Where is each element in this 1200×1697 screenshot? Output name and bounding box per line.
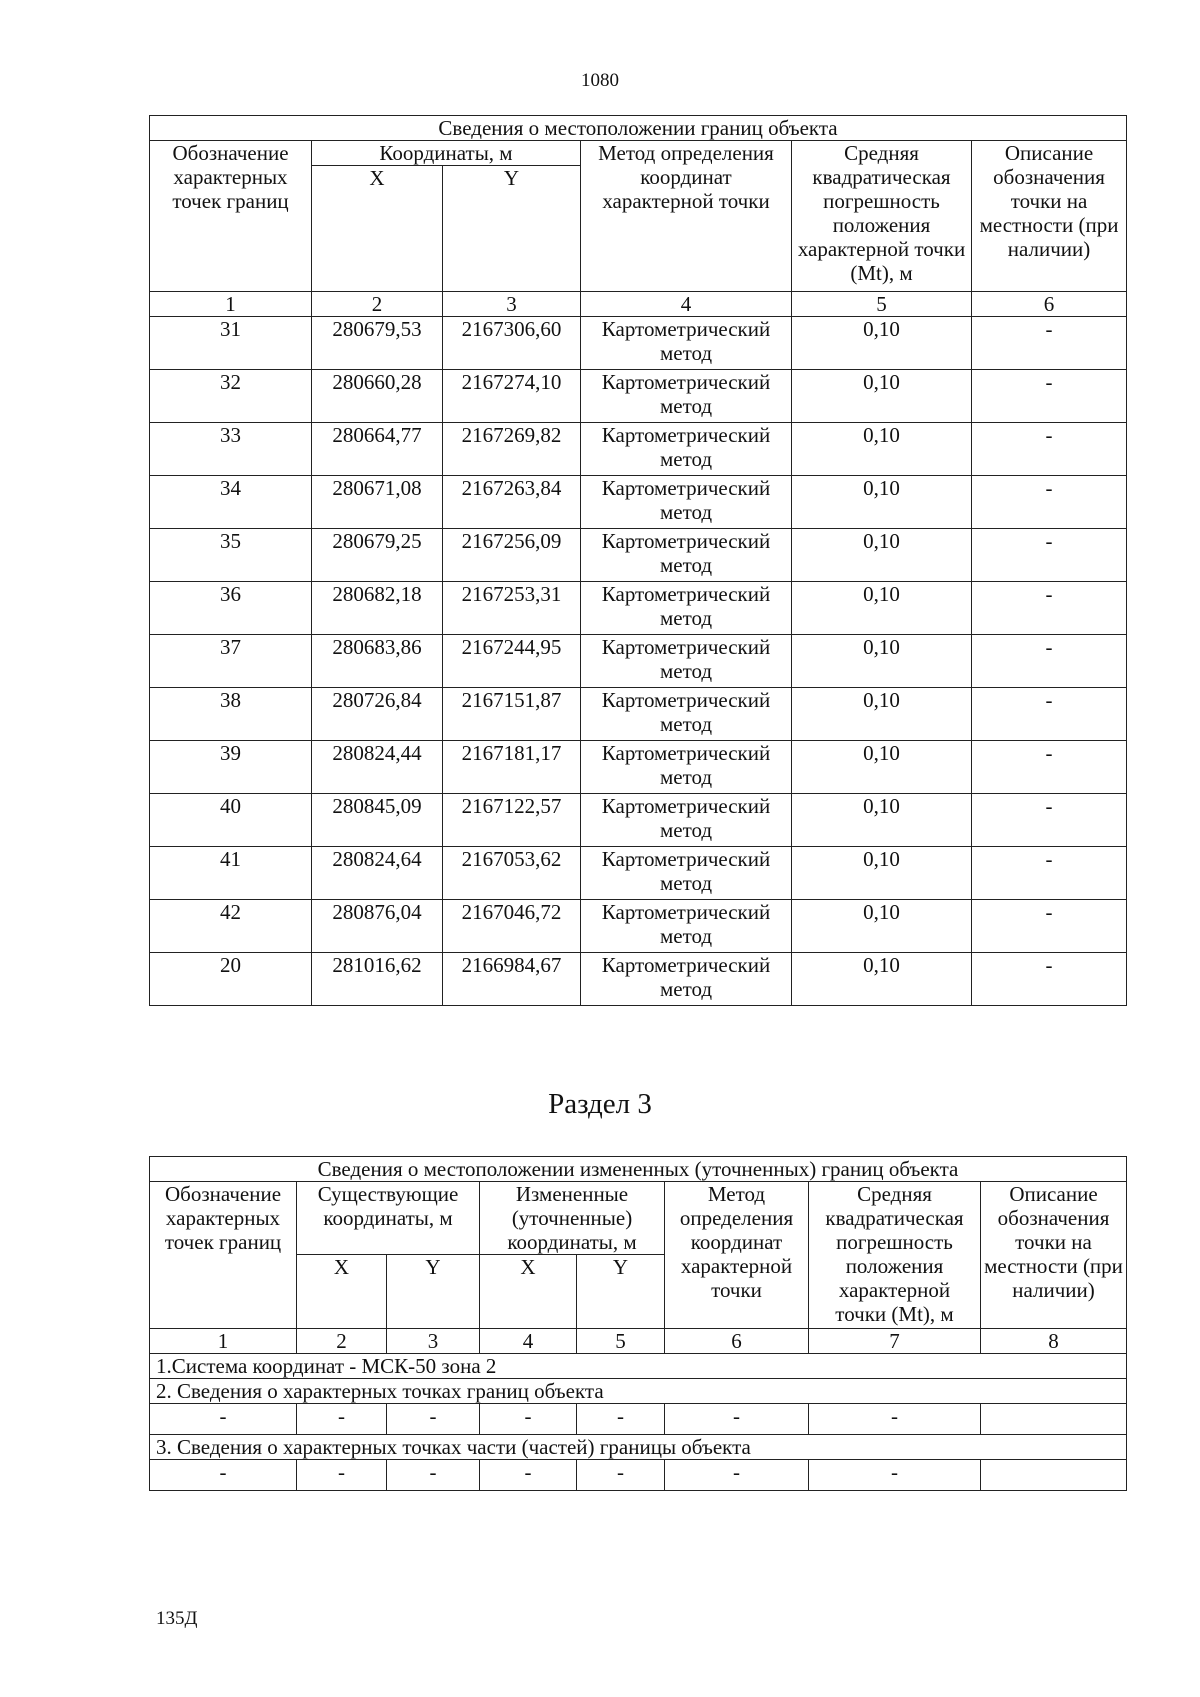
point-cell: 35 bbox=[150, 529, 312, 582]
table-row bbox=[150, 635, 1127, 688]
table2-title: Сведения о местоположении измененных (уточненных) границ объекта bbox=[150, 1157, 1127, 1182]
table-row bbox=[150, 900, 1127, 953]
col-number: 4 bbox=[480, 1329, 577, 1354]
table-row bbox=[150, 370, 1127, 423]
y-coordinate-cell: 2167269,82 bbox=[443, 423, 581, 476]
col-number: 7 bbox=[809, 1329, 981, 1354]
description-cell: - bbox=[972, 688, 1127, 741]
col-number: 1 bbox=[150, 1329, 297, 1354]
y-coordinate-cell: 2167122,57 bbox=[443, 794, 581, 847]
table-row bbox=[150, 794, 1127, 847]
table-row bbox=[150, 741, 1127, 794]
description-cell: - bbox=[972, 423, 1127, 476]
dash-cell: - bbox=[577, 1460, 665, 1491]
method-cell: Картометрический метод bbox=[581, 582, 792, 635]
dash-cell: - bbox=[577, 1404, 665, 1435]
col-number: 6 bbox=[972, 292, 1127, 317]
table-row bbox=[150, 529, 1127, 582]
header-y: Y bbox=[443, 166, 581, 292]
dash-cell: - bbox=[387, 1404, 480, 1435]
method-cell: Картометрический метод bbox=[581, 688, 792, 741]
error-cell: 0,10 bbox=[792, 423, 972, 476]
dash-cell: - bbox=[150, 1404, 297, 1435]
x-coordinate-cell: 280876,04 bbox=[312, 900, 443, 953]
description-cell: - bbox=[972, 794, 1127, 847]
description-cell: - bbox=[972, 370, 1127, 423]
empty-cell bbox=[981, 1404, 1127, 1435]
col-number: 6 bbox=[665, 1329, 809, 1354]
header-method: Метод определения координат характерной точки bbox=[581, 141, 792, 292]
header-changed-y: Y bbox=[577, 1255, 665, 1329]
y-coordinate-cell: 2167151,87 bbox=[443, 688, 581, 741]
y-coordinate-cell: 2167263,84 bbox=[443, 476, 581, 529]
dash-cell: - bbox=[297, 1404, 387, 1435]
col-number: 5 bbox=[792, 292, 972, 317]
x-coordinate-cell: 280664,77 bbox=[312, 423, 443, 476]
method-cell: Картометрический метод bbox=[581, 317, 792, 370]
col-number: 5 bbox=[577, 1329, 665, 1354]
header-changed-coords: Измененные (уточненные) координаты, м bbox=[480, 1182, 665, 1255]
x-coordinate-cell: 280726,84 bbox=[312, 688, 443, 741]
col-number: 3 bbox=[443, 292, 581, 317]
point-cell: 31 bbox=[150, 317, 312, 370]
point-cell: 41 bbox=[150, 847, 312, 900]
dash-cell: - bbox=[297, 1460, 387, 1491]
point-cell: 40 bbox=[150, 794, 312, 847]
x-coordinate-cell: 280683,86 bbox=[312, 635, 443, 688]
header-changed-x: X bbox=[480, 1255, 577, 1329]
y-coordinate-cell: 2167274,10 bbox=[443, 370, 581, 423]
page-number: 1080 bbox=[581, 70, 619, 91]
dash-cell: - bbox=[665, 1404, 809, 1435]
point-cell: 42 bbox=[150, 900, 312, 953]
error-cell: 0,10 bbox=[792, 794, 972, 847]
dash-cell: - bbox=[480, 1460, 577, 1491]
header-point: Обозначение характерных точек границ bbox=[150, 141, 312, 292]
error-cell: 0,10 bbox=[792, 529, 972, 582]
error-cell: 0,10 bbox=[792, 370, 972, 423]
boundaries-table bbox=[149, 115, 1127, 1006]
table-row bbox=[150, 582, 1127, 635]
description-cell: - bbox=[972, 635, 1127, 688]
y-coordinate-cell: 2167181,17 bbox=[443, 741, 581, 794]
header-error: Средняя квадратическая погрешность положения характерной точки (Mt), м bbox=[809, 1182, 981, 1329]
y-coordinate-cell: 2167256,09 bbox=[443, 529, 581, 582]
col-number: 2 bbox=[297, 1329, 387, 1354]
y-coordinate-cell: 2167046,72 bbox=[443, 900, 581, 953]
x-coordinate-cell: 280671,08 bbox=[312, 476, 443, 529]
error-cell: 0,10 bbox=[792, 953, 972, 1006]
point-cell: 37 bbox=[150, 635, 312, 688]
table1-title: Сведения о местоположении границ объекта bbox=[150, 116, 1127, 141]
point-cell: 32 bbox=[150, 370, 312, 423]
point-cell: 33 bbox=[150, 423, 312, 476]
col-number: 1 bbox=[150, 292, 312, 317]
method-cell: Картометрический метод bbox=[581, 476, 792, 529]
point-cell: 34 bbox=[150, 476, 312, 529]
method-cell: Картометрический метод bbox=[581, 794, 792, 847]
table-row bbox=[150, 953, 1127, 1006]
error-cell: 0,10 bbox=[792, 900, 972, 953]
dash-cell: - bbox=[665, 1460, 809, 1491]
method-cell: Картометрический метод bbox=[581, 741, 792, 794]
y-coordinate-cell: 2167253,31 bbox=[443, 582, 581, 635]
description-cell: - bbox=[972, 953, 1127, 1006]
x-coordinate-cell: 280845,09 bbox=[312, 794, 443, 847]
table-row bbox=[150, 688, 1127, 741]
description-cell: - bbox=[972, 476, 1127, 529]
method-cell: Картометрический метод bbox=[581, 847, 792, 900]
error-cell: 0,10 bbox=[792, 476, 972, 529]
method-cell: Картометрический метод bbox=[581, 953, 792, 1006]
header-description: Описание обозначения точки на местности (при наличии) bbox=[981, 1182, 1127, 1329]
method-cell: Картометрический метод bbox=[581, 423, 792, 476]
error-cell: 0,10 bbox=[792, 741, 972, 794]
y-coordinate-cell: 2167053,62 bbox=[443, 847, 581, 900]
dash-cell: - bbox=[387, 1460, 480, 1491]
y-coordinate-cell: 2167244,95 bbox=[443, 635, 581, 688]
error-cell: 0,10 bbox=[792, 688, 972, 741]
col-number: 4 bbox=[581, 292, 792, 317]
dash-cell: - bbox=[809, 1404, 981, 1435]
x-coordinate-cell: 280682,18 bbox=[312, 582, 443, 635]
header-existing-y: Y bbox=[387, 1255, 480, 1329]
description-cell: - bbox=[972, 317, 1127, 370]
y-coordinate-cell: 2166984,67 bbox=[443, 953, 581, 1006]
header-point: Обозначение характерных точек границ bbox=[150, 1182, 297, 1329]
section-title: Раздел 3 bbox=[548, 1088, 652, 1120]
table-row bbox=[150, 317, 1127, 370]
header-existing-coords: Существующие координаты, м bbox=[297, 1182, 480, 1255]
point-cell: 38 bbox=[150, 688, 312, 741]
changed-boundaries-table bbox=[149, 1156, 1127, 1491]
section3-label: 3. Сведения о характерных точках части (частей) границы объекта bbox=[150, 1435, 1127, 1460]
description-cell: - bbox=[972, 582, 1127, 635]
coordinate-system-row: 1.Система координат - МСК-50 зона 2 bbox=[150, 1354, 1127, 1379]
table-row bbox=[150, 423, 1127, 476]
header-error: Средняя квадратическая погрешность положения характерной точки (Mt), м bbox=[792, 141, 972, 292]
dash-cell: - bbox=[150, 1460, 297, 1491]
col-number: 3 bbox=[387, 1329, 480, 1354]
error-cell: 0,10 bbox=[792, 635, 972, 688]
description-cell: - bbox=[972, 847, 1127, 900]
x-coordinate-cell: 280679,53 bbox=[312, 317, 443, 370]
method-cell: Картометрический метод bbox=[581, 635, 792, 688]
description-cell: - bbox=[972, 900, 1127, 953]
table-row bbox=[150, 847, 1127, 900]
document-code: 135Д bbox=[156, 1608, 198, 1629]
x-coordinate-cell: 280660,28 bbox=[312, 370, 443, 423]
col-number: 2 bbox=[312, 292, 443, 317]
header-description: Описание обозначения точки на местности (при наличии) bbox=[972, 141, 1127, 292]
col-number: 8 bbox=[981, 1329, 1127, 1354]
method-cell: Картометрический метод bbox=[581, 370, 792, 423]
table-row bbox=[150, 476, 1127, 529]
description-cell: - bbox=[972, 529, 1127, 582]
error-cell: 0,10 bbox=[792, 582, 972, 635]
error-cell: 0,10 bbox=[792, 847, 972, 900]
dash-cell: - bbox=[809, 1460, 981, 1491]
empty-cell bbox=[981, 1460, 1127, 1491]
dash-cell: - bbox=[480, 1404, 577, 1435]
x-coordinate-cell: 281016,62 bbox=[312, 953, 443, 1006]
header-coords: Координаты, м bbox=[312, 141, 581, 166]
header-existing-x: X bbox=[297, 1255, 387, 1329]
point-cell: 39 bbox=[150, 741, 312, 794]
point-cell: 20 bbox=[150, 953, 312, 1006]
point-cell: 36 bbox=[150, 582, 312, 635]
method-cell: Картометрический метод bbox=[581, 900, 792, 953]
x-coordinate-cell: 280679,25 bbox=[312, 529, 443, 582]
description-cell: - bbox=[972, 741, 1127, 794]
method-cell: Картометрический метод bbox=[581, 529, 792, 582]
header-method: Метод определения координат характерной точки bbox=[665, 1182, 809, 1329]
header-x: X bbox=[312, 166, 443, 292]
section2-label: 2. Сведения о характерных точках границ объекта bbox=[150, 1379, 1127, 1404]
error-cell: 0,10 bbox=[792, 317, 972, 370]
y-coordinate-cell: 2167306,60 bbox=[443, 317, 581, 370]
x-coordinate-cell: 280824,44 bbox=[312, 741, 443, 794]
x-coordinate-cell: 280824,64 bbox=[312, 847, 443, 900]
